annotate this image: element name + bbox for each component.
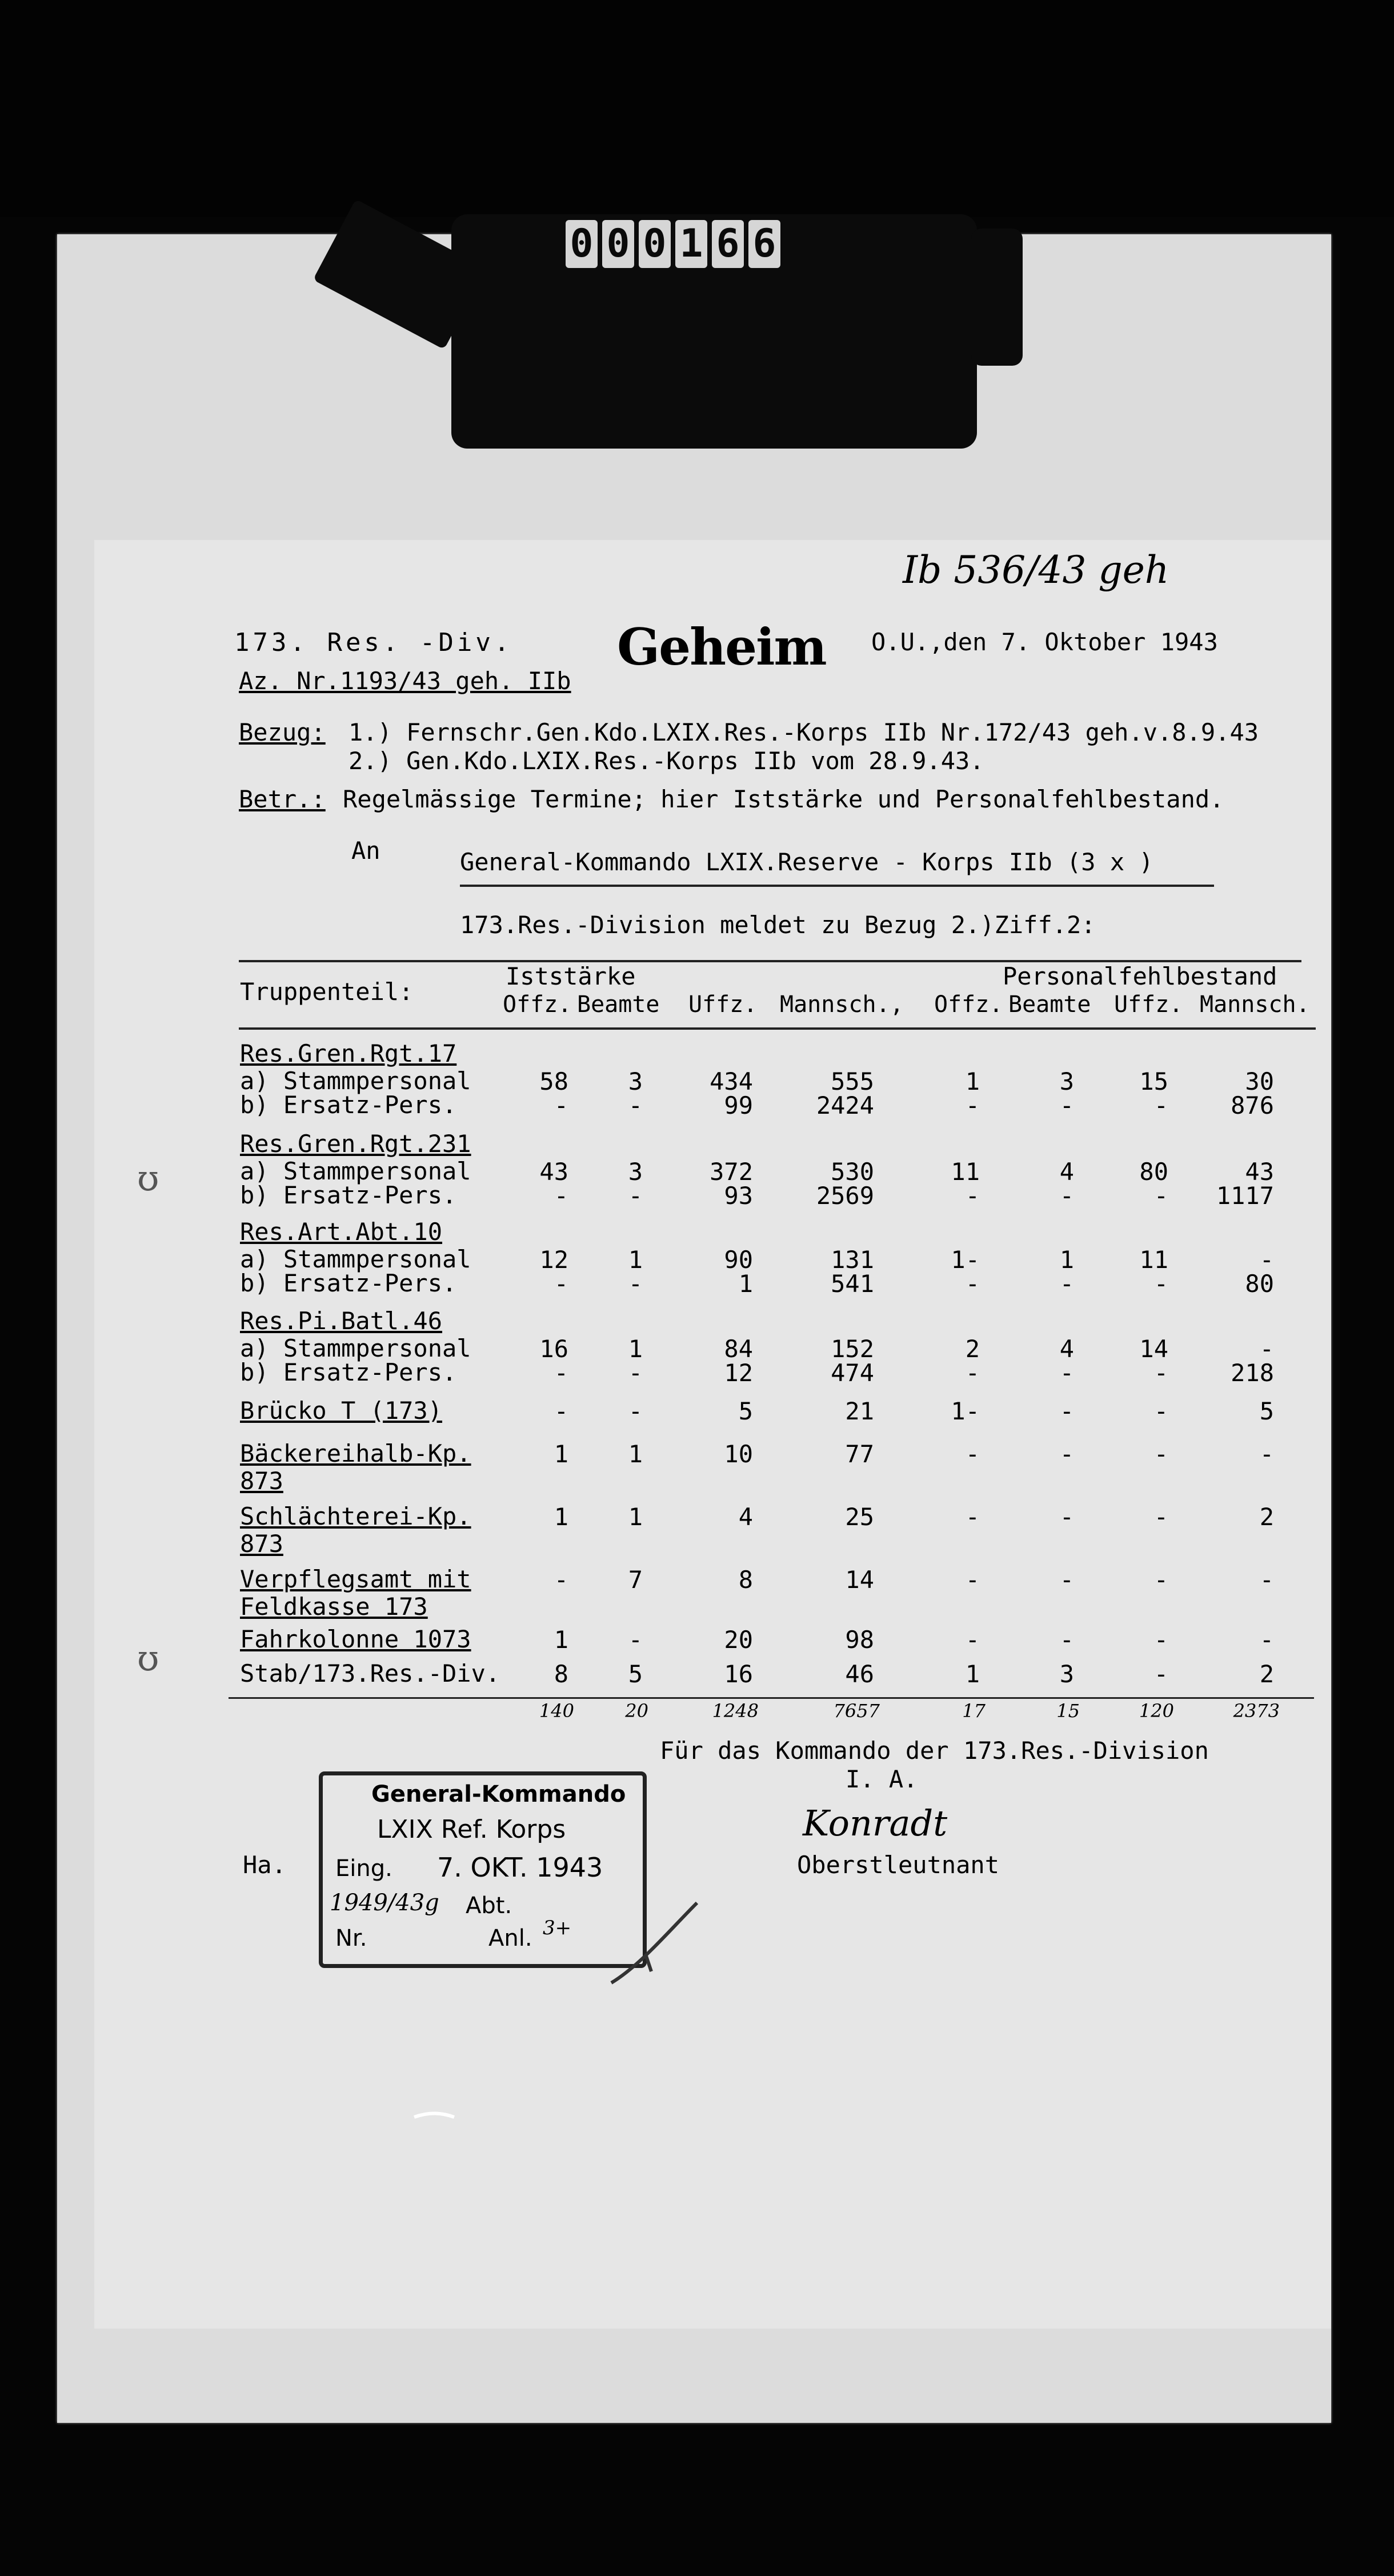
- table-cell: 43: [539, 1158, 568, 1186]
- table-cell: 1: [628, 1440, 643, 1468]
- table-cell: -: [965, 1182, 980, 1210]
- table-cell: 80: [1139, 1158, 1168, 1186]
- column-subheader: Mannsch.: [1200, 991, 1310, 1018]
- stamp-abt: Abt.: [466, 1893, 512, 1919]
- table-cell: 25: [845, 1503, 874, 1531]
- column-subheader: Offz.: [503, 991, 572, 1018]
- column-total: 120: [1139, 1700, 1174, 1722]
- signature-block-line-1: Für das Kommando der 173.Res.-Division: [660, 1737, 1209, 1765]
- table-row-label: a) Stammpersonal: [240, 1334, 471, 1362]
- table-row-label: Stab/173.Res.-Div.: [240, 1659, 500, 1687]
- table-cell: -: [1059, 1359, 1074, 1387]
- file-reference: Az. Nr.1193/43 geh. IIb: [239, 667, 571, 695]
- column-subheader: Beamte: [577, 991, 660, 1018]
- table-cell: 1: [1059, 1246, 1074, 1274]
- table-cell: 1: [628, 1335, 643, 1363]
- table-row-label: Fahrkolonne 1073: [240, 1625, 471, 1653]
- counter-post: [971, 229, 1023, 366]
- table-cell: 152: [831, 1335, 874, 1363]
- signatory-rank: Oberstleutnant: [797, 1851, 1000, 1879]
- table-cell: 93: [724, 1182, 753, 1210]
- table-cell: 20: [724, 1626, 753, 1654]
- table-cell: 8: [738, 1566, 753, 1594]
- table-cell: 3: [628, 1067, 643, 1095]
- unit-heading: Res.Gren.Rgt.17: [240, 1039, 457, 1067]
- recipient-an: An: [351, 837, 380, 865]
- table-cell: 530: [831, 1158, 874, 1186]
- table-cell: -: [1059, 1440, 1074, 1468]
- table-cell: 5: [738, 1397, 753, 1425]
- column-total: 7657: [833, 1700, 880, 1722]
- receipt-stamp: [319, 1771, 647, 1968]
- table-cell: -: [1059, 1182, 1074, 1210]
- column-subheader: Uffz.: [688, 991, 758, 1018]
- stamp-anl: Anl.: [488, 1925, 532, 1951]
- table-cell: 98: [845, 1626, 874, 1654]
- table-cell: 1: [554, 1440, 568, 1468]
- table-cell: -: [1153, 1503, 1168, 1531]
- table-cell: 1: [965, 1067, 980, 1095]
- table-cell: 5: [1259, 1397, 1274, 1425]
- table-row-label: Bäckereihalb-Kp.: [240, 1439, 471, 1467]
- stamp-anl-value: 3+: [543, 1917, 572, 1939]
- recipient-name: General-Kommando LXIX.Reserve - Korps IIb (3 x ): [460, 848, 1153, 876]
- column-subheader: Uffz.: [1114, 991, 1183, 1018]
- table-cell: 3: [1059, 1660, 1074, 1688]
- table-cell: 10: [724, 1440, 753, 1468]
- bezug-label: Bezug:: [239, 718, 326, 746]
- table-cell: 1: [628, 1503, 643, 1531]
- table-cell: 16: [724, 1660, 753, 1688]
- column-subheader: Mannsch.,: [780, 991, 904, 1018]
- table-row-label: b) Ersatz-Pers.: [240, 1269, 457, 1297]
- table-cell: -: [628, 1270, 643, 1298]
- table-row-label: Verpflegsamt mit: [240, 1565, 471, 1593]
- bezug-line-2: 2.) Gen.Kdo.LXIX.Res.-Korps IIb vom 28.9.43.: [348, 747, 984, 775]
- bezug-line-1: 1.) Fernschr.Gen.Kdo.LXIX.Res.-Korps IIb Nr.172/43 geh.v.8.9.43: [348, 718, 1259, 746]
- table-cell: -: [1259, 1626, 1274, 1654]
- table-cell: 2: [965, 1335, 980, 1363]
- table-cell: 876: [1231, 1091, 1274, 1119]
- column-total: 2373: [1233, 1700, 1280, 1722]
- table-cell: -: [1059, 1270, 1074, 1298]
- group-header-fehlbestand: Personalfehlbestand: [1003, 962, 1277, 990]
- table-cell: -: [965, 1440, 980, 1468]
- table-cell: -: [554, 1182, 568, 1210]
- column-subheader: Offz.: [934, 991, 1003, 1018]
- table-cell: 2569: [816, 1182, 874, 1210]
- handwritten-signature: Konradt: [803, 1802, 948, 1844]
- table-row-label: b) Ersatz-Pers.: [240, 1091, 457, 1119]
- unit-column-header: Truppenteil:: [240, 978, 414, 1006]
- column-total: 1248: [712, 1700, 759, 1722]
- table-cell: -: [1153, 1270, 1168, 1298]
- table-row-label: 873: [240, 1467, 283, 1495]
- counter-digit: 6: [748, 220, 780, 268]
- table-cell: 15: [1139, 1067, 1168, 1095]
- signature-block-line-2: I. A.: [846, 1765, 918, 1793]
- margin-mark: ʊ: [137, 1637, 159, 1679]
- table-cell: 2: [1259, 1660, 1274, 1688]
- table-cell: 555: [831, 1067, 874, 1095]
- table-cell: 131: [831, 1246, 874, 1274]
- counter-digit: 0: [602, 220, 634, 268]
- table-cell: 474: [831, 1359, 874, 1387]
- table-cell: 12: [724, 1359, 753, 1387]
- table-cell: 4: [1059, 1158, 1074, 1186]
- table-cell: 77: [845, 1440, 874, 1468]
- unit-heading: Res.Pi.Batl.46: [240, 1307, 443, 1335]
- column-total: 20: [625, 1700, 648, 1722]
- counter-digit: 6: [712, 220, 744, 268]
- table-cell: 11: [951, 1158, 980, 1186]
- table-row-label: a) Stammpersonal: [240, 1157, 471, 1185]
- table-cell: -: [1259, 1440, 1274, 1468]
- table-cell: 3: [628, 1158, 643, 1186]
- column-total: 17: [962, 1700, 986, 1722]
- counter-digit: 1: [675, 220, 707, 268]
- stamp-eing-label: Eing.: [335, 1855, 392, 1882]
- table-cell: 14: [845, 1566, 874, 1594]
- counter-digit: 0: [566, 220, 598, 268]
- table-cell: -: [1153, 1397, 1168, 1425]
- table-cell: 58: [539, 1067, 568, 1095]
- column-total: 15: [1056, 1700, 1080, 1722]
- table-cell: -: [1259, 1335, 1274, 1363]
- table-cell: -: [1153, 1660, 1168, 1688]
- table-cell: -: [628, 1182, 643, 1210]
- table-cell: 4: [738, 1503, 753, 1531]
- table-row-label: Schlächterei-Kp.: [240, 1502, 471, 1530]
- table-cell: -: [1153, 1359, 1168, 1387]
- unit-heading: Res.Art.Abt.10: [240, 1218, 443, 1246]
- table-cell: 1-: [951, 1246, 980, 1274]
- stamp-title: General-Kommando: [371, 1781, 626, 1807]
- table-cell: -: [1059, 1503, 1074, 1531]
- table-row-label: Brücko T (173): [240, 1397, 443, 1425]
- table-cell: -: [1153, 1091, 1168, 1119]
- table-cell: 8: [554, 1660, 568, 1688]
- table-cell: 90: [724, 1246, 753, 1274]
- table-cell: 1: [554, 1626, 568, 1654]
- table-cell: -: [1059, 1626, 1074, 1654]
- handwritten-file-number: Ib 536/43 geh: [903, 548, 1169, 592]
- unit-heading: Res.Gren.Rgt.231: [240, 1130, 471, 1158]
- table-cell: -: [1153, 1626, 1168, 1654]
- table-cell: 14: [1139, 1335, 1168, 1363]
- table-cell: 11: [1139, 1246, 1168, 1274]
- recipient-rule: [460, 885, 1214, 887]
- table-cell: 80: [1245, 1270, 1274, 1298]
- group-header-iststaerke: Iststärke: [506, 962, 636, 990]
- division-heading: 173. Res. -Div.: [234, 628, 513, 657]
- betr-label: Betr.:: [239, 785, 326, 813]
- counter-digit: 0: [639, 220, 671, 268]
- table-cell: 99: [724, 1091, 753, 1119]
- table-cell: -: [1059, 1091, 1074, 1119]
- table-cell: -: [965, 1626, 980, 1654]
- ha-mark: Ha.: [243, 1851, 286, 1879]
- table-row-label: a) Stammpersonal: [240, 1067, 471, 1095]
- table-cell: 3: [1059, 1067, 1074, 1095]
- table-header-rule: [239, 1027, 1316, 1030]
- table-cell: -: [1153, 1182, 1168, 1210]
- table-cell: 1: [628, 1246, 643, 1274]
- table-cell: 218: [1231, 1359, 1274, 1387]
- table-cell: -: [554, 1566, 568, 1594]
- column-subheader: Beamte: [1008, 991, 1091, 1018]
- table-cell: -: [628, 1626, 643, 1654]
- pencil-check-mark: [606, 1897, 708, 1989]
- table-cell: 2424: [816, 1091, 874, 1119]
- table-cell: -: [628, 1091, 643, 1119]
- table-row-label: a) Stammpersonal: [240, 1245, 471, 1273]
- counter-digits: [566, 220, 780, 271]
- film-border: [0, 0, 1394, 217]
- table-cell: -: [1153, 1566, 1168, 1594]
- table-cell: 46: [845, 1660, 874, 1688]
- subject-text: Regelmässige Termine; hier Iststärke und Personalfehlbestand.: [343, 785, 1224, 813]
- table-cell: 43: [1245, 1158, 1274, 1186]
- table-cell: 4: [1059, 1335, 1074, 1363]
- table-cell: -: [628, 1397, 643, 1425]
- table-cell: -: [1059, 1397, 1074, 1425]
- table-cell: 7: [628, 1566, 643, 1594]
- table-cell: 1117: [1216, 1182, 1274, 1210]
- table-cell: -: [1259, 1566, 1274, 1594]
- table-cell: 1: [738, 1270, 753, 1298]
- place-date: O.U.,den 7. Oktober 1943: [871, 628, 1218, 656]
- table-cell: 1: [965, 1660, 980, 1688]
- table-cell: -: [965, 1359, 980, 1387]
- table-cell: -: [965, 1503, 980, 1531]
- table-cell: 16: [539, 1335, 568, 1363]
- table-cell: -: [554, 1270, 568, 1298]
- table-cell: -: [1259, 1246, 1274, 1274]
- table-cell: -: [965, 1091, 980, 1119]
- table-cell: -: [554, 1091, 568, 1119]
- table-cell: 12: [539, 1246, 568, 1274]
- table-row-label: b) Ersatz-Pers.: [240, 1358, 457, 1386]
- table-row-label: Feldkasse 173: [240, 1593, 428, 1621]
- stamp-date: 7. OKT. 1943: [437, 1852, 603, 1883]
- paper-clip-mark: [411, 2109, 457, 2126]
- table-row-label: b) Ersatz-Pers.: [240, 1181, 457, 1209]
- stamp-corps: LXIX Ref. Korps: [377, 1815, 566, 1844]
- table-cell: -: [554, 1397, 568, 1425]
- table-row-label: 873: [240, 1530, 283, 1558]
- table-cell: 84: [724, 1335, 753, 1363]
- stamp-nr: Nr.: [335, 1925, 367, 1951]
- intro-text: 173.Res.-Division meldet zu Bezug 2.)Ziff.2:: [460, 911, 1096, 939]
- table-cell: 2: [1259, 1503, 1274, 1531]
- margin-mark: ʊ: [137, 1157, 159, 1199]
- stamp-number: 1949/43g: [330, 1890, 439, 1916]
- table-cell: -: [1059, 1566, 1074, 1594]
- table-cell: 372: [710, 1158, 753, 1186]
- table-cell: -: [1153, 1440, 1168, 1468]
- table-cell: 1: [554, 1503, 568, 1531]
- table-cell: 541: [831, 1270, 874, 1298]
- table-cell: -: [965, 1270, 980, 1298]
- table-cell: 21: [845, 1397, 874, 1425]
- column-total: 140: [539, 1700, 574, 1722]
- table-cell: -: [965, 1566, 980, 1594]
- table-cell: 5: [628, 1660, 643, 1688]
- table-cell: 1-: [951, 1397, 980, 1425]
- table-cell: -: [554, 1359, 568, 1387]
- table-cell: 30: [1245, 1067, 1274, 1095]
- table-bottom-rule: [229, 1697, 1314, 1699]
- secret-classification: Geheim: [617, 617, 826, 677]
- table-cell: 434: [710, 1067, 753, 1095]
- table-cell: -: [628, 1359, 643, 1387]
